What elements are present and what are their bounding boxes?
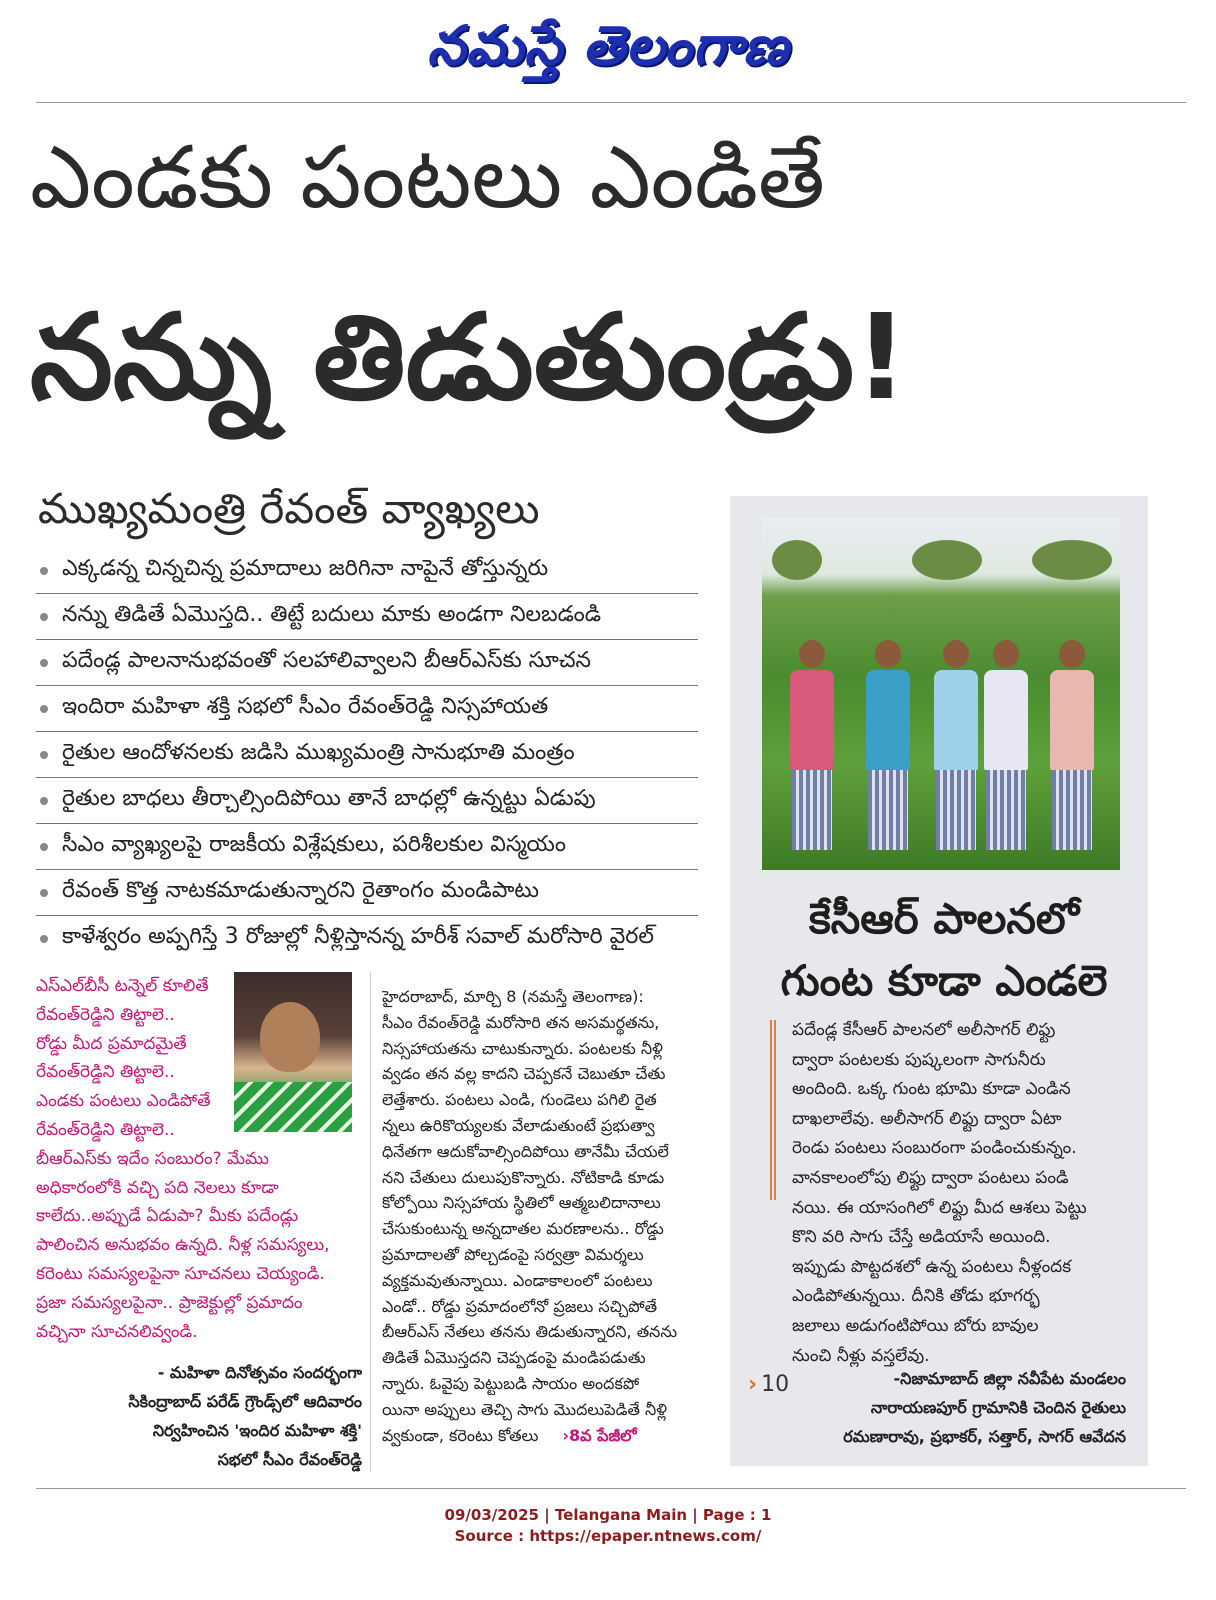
attribution-line: సికింద్రాబాద్ పరేడ్ గ్రౌండ్స్‌లో ఆదివారం [128, 1392, 362, 1412]
quote-line: ఎస్ఎల్‌బీసీ టన్నెల్ కూలితే [36, 976, 209, 996]
story-last-line: వ్వకుండా, కరెంటు కోతలు [382, 1425, 539, 1445]
bullet-item [36, 778, 698, 824]
page-reference-number: 10 [761, 1372, 790, 1397]
quote-attribution [36, 1358, 362, 1474]
quote-line: పాలించిన అనుభవం ఉన్నది. నీళ్ల సమస్యలు, [36, 1235, 330, 1256]
masthead [0, 8, 1216, 88]
quote-line: కరెంటు సమస్యలపైనా సూచనలు చెయ్యండి. [36, 1263, 325, 1284]
bullet-text: రైతుల బాధలు తీర్చాల్సిందిపోయి తానే బాధల్లో ఉన్నట్టు ఏడుపు [62, 785, 596, 811]
quote-text [36, 972, 362, 1346]
bullet-dot-icon [40, 705, 48, 713]
story-line: తిడితే ఏమొస్తదని చెప్పడంపై మండిపడుతు [382, 1348, 646, 1368]
top-divider [36, 102, 1186, 103]
bullet-item [36, 594, 698, 640]
sidebar-line: పదేండ్ల కేసీఆర్ పాలనలో అలీసాగర్ లిఫ్టు [792, 1020, 1056, 1040]
quote-line: అధికారంలోకి వచ్చి పది నెలలు కూడా [36, 1177, 279, 1198]
photo-farmer [984, 640, 1028, 850]
headline-line-1: ఎండకు పంటలు ఎండితే [30, 128, 825, 228]
sidebar-line: ఎండిపోతున్నయి. దీనికి తోడు భూగర్భ [792, 1286, 1040, 1307]
bullet-text: రేవంత్ కొత్త నాటకమాడుతున్నారని రైతాంగం మండిపాటు [62, 877, 539, 903]
bullet-item [36, 548, 698, 594]
bullet-item [36, 824, 698, 870]
sidebar-line: జలాలు అడుగంటిపోయి బోరు బావుల [792, 1315, 1039, 1336]
sidebar-line: అందింది. ఒక్క గుంట భూమి కూడా ఎండిన [792, 1079, 1071, 1100]
cm-quote-box [36, 972, 362, 1474]
story-line: యినా అప్పులు తెచ్చి సాగు మొదలుపెడితే నీళ్లి [382, 1399, 668, 1419]
sidebar-attribution [800, 1364, 1126, 1451]
bullet-text: ఎక్కడన్న చిన్నచిన్న ప్రమాదాలు జరిగినా నాపైనే తోస్తున్నరు [62, 555, 549, 581]
footer-source-link[interactable]: Source : https://epaper.ntnews.com/ [454, 1527, 762, 1545]
sidebar-headline-line: కేసీఆర్ పాలనలో [808, 894, 1080, 943]
sidebar-headline [754, 888, 1134, 1012]
sidebar-line: వానకాలంలోపు లిఫ్టు ద్వారా పంటలు పండి [792, 1167, 1069, 1188]
bullet-text: ఇందిరా మహిళా శక్తి సభలో సీఎం రేవంత్‌రెడ్డి నిస్సహాయత [62, 693, 549, 719]
sidebar-headline-line: గుంట కూడా ఎండలె [780, 956, 1108, 1005]
farmers-field-photo [762, 518, 1120, 870]
sidebar-line: దాఖలాలేవు. అలీసాగర్ లిఫ్టు ద్వారా ఏటా [792, 1108, 1062, 1129]
story-line: న్నలు ఉరికొయ్యలకు వేలాడుతుంటే ప్రభుత్వా [382, 1115, 655, 1135]
photo-tree [772, 540, 822, 580]
story-line [382, 1423, 698, 1449]
story-line: కోల్పోయి నిస్సహాయ స్థితిలో ఆత్మబలిదానాలు [382, 1193, 661, 1213]
photo-tree [1032, 540, 1112, 580]
quote-line: రేవంత్‌రెడ్డిని తిట్టాలె.. [36, 1004, 175, 1025]
bullet-text: నన్ను తిడితే ఏమొస్తది.. తిట్టే బదులు మాకు అండగా నిలబడండి [62, 601, 602, 627]
bullet-dot-icon [40, 659, 48, 667]
quote-line: రేవంత్‌రెడ్డిని తిట్టాలె.. [36, 1062, 175, 1083]
subheadline: ముఖ్యమంత్రి రేవంత్ వ్యాఖ్యలు [38, 484, 540, 533]
sidebar-line: రెండు పంటలు సంబురంగా పండించుకున్నం. [792, 1138, 1077, 1159]
story-line: బీఆర్ఎస్ నేతలు తనను తిడుతున్నారని, తనను [382, 1322, 678, 1342]
story-line: నిస్సహాయతను చాటుకున్నారు. పంటలకు నీళ్లి [382, 1038, 663, 1058]
attribution-line: - మహిళా దినోత్సవం సందర్భంగా [157, 1363, 362, 1383]
bottom-divider [36, 1488, 1186, 1489]
story-line: లెత్తేశారు. పంటలు ఎండి, గుండెలు పగిలి రైత [382, 1090, 657, 1110]
bullet-dot-icon [40, 935, 48, 943]
story-line: సీఎం రేవంత్‌రెడ్డి మరోసారి తన అసమర్థతను, [382, 1012, 660, 1032]
sidebar-line: నుంచి నీళ్లు వస్తలేవు. [792, 1345, 930, 1366]
bullet-text: కాళేశ్వరం అప్పగిస్తే 3 రోజుల్లో నీళ్లిస్తానన్న హరీశ్ సవాల్ మరోసారి వైరల్ [62, 924, 654, 949]
story-line: వ్వడం తన వల్ల కాదని చెప్పకనే చెబుతూ చేతు [382, 1064, 666, 1084]
headline-line-2: నన్ను తిడుతుండ్రు! [30, 288, 909, 426]
story-line: ప్రమాదాలతో పోల్చడంపై సర్వత్రా విమర్శలు [382, 1244, 644, 1264]
column-divider [370, 972, 371, 1472]
story-line: హైదరాబాద్, మార్చి 8 (నమస్తే తెలంగాణ): [382, 987, 644, 1006]
bullet-text: పదేండ్ల పాలనానుభవంతో సలహాలివ్వాలని బీఆర్ఎస్‌కు సూచన [62, 647, 591, 673]
bullet-item [36, 870, 698, 916]
masthead-logo: నమస్తే తెలంగాణ [427, 14, 789, 77]
attribution-line: నారాయణపూర్ గ్రామానికి చెందిన రైతులు [870, 1398, 1126, 1417]
photo-farmer [790, 640, 834, 850]
bullet-list [36, 548, 698, 962]
story-line: ఎండో.. రోడ్డు ప్రమాదంలోనో ప్రజలు సచ్చిపోతే [382, 1296, 658, 1316]
bullet-text: సీఎం వ్యాఖ్యలపై రాజకీయ విశ్లేషకులు, పరిశీలకుల విస్మయం [62, 831, 567, 857]
continued-on-page-link[interactable]: ›8వ పేజీలో [562, 1425, 637, 1445]
bullet-item [36, 916, 698, 962]
quote-line: బీఆర్ఎస్‌కు ఇదేం సంబురం? మేము [36, 1148, 269, 1169]
page-footer [0, 1505, 1216, 1547]
continued-on-page-label: 8వ పేజీలో [569, 1425, 637, 1445]
quote-line: రేవంత్‌రెడ్డిని తిట్టాలె.. [36, 1119, 175, 1140]
sidebar-body [792, 1016, 1122, 1371]
sidebar-line: కొని వరి సాగు చేస్తే అడియాసే అయింది. [792, 1227, 1051, 1248]
bullet-item [36, 686, 698, 732]
footer-edition-info: 09/03/2025 | Telangana Main | Page : 1 [444, 1506, 772, 1524]
attribution-line: నిర్వహించిన 'ఇందిర మహిళా శక్తి' [152, 1421, 362, 1441]
attribution-line: -నిజామాబాద్ జిల్లా నవీపేట మండలం [893, 1369, 1126, 1388]
photo-farmer [934, 640, 978, 850]
bullet-item [36, 732, 698, 778]
quote-line: ఎండకు పంటలు ఎండిపోతే [36, 1091, 211, 1112]
quote-line: ప్రజా సమస్యలపైనా.. ప్రాజెక్టుల్లో ప్రమాదం [36, 1292, 303, 1313]
page-reference-link[interactable] [748, 1372, 789, 1397]
story-line: చేసుకుంటున్న అన్నదాతల మరణాలను.. రోడ్డు [382, 1219, 664, 1239]
bullet-item [36, 640, 698, 686]
sidebar-accent-rule [770, 1020, 776, 1200]
story-line: వ్యక్తమవుతున్నాయి. ఎండాకాలంలో పంటలు [382, 1270, 653, 1290]
quote-line: వచ్చినా సూచనలివ్వండి. [36, 1321, 198, 1342]
bullet-text: రైతుల ఆందోళనలకు జడిసి ముఖ్యమంత్రి సానుభూతి మంత్రం [62, 739, 575, 765]
photo-farmer [866, 640, 910, 850]
main-story [382, 984, 698, 1448]
chevron-right-icon: › [748, 1372, 758, 1397]
bullet-dot-icon [40, 751, 48, 759]
photo-tree [912, 540, 982, 580]
sidebar-story [730, 496, 1148, 1466]
attribution-line: సభలో సీఎం రేవంత్‌రెడ్డి [217, 1450, 362, 1470]
attribution-line: రమణారావు, ప్రభాకర్, సత్తార్, సాగర్ ఆవేదన [843, 1427, 1126, 1446]
bullet-dot-icon [40, 613, 48, 621]
bullet-dot-icon [40, 843, 48, 851]
story-line: ధినేతగా ఆదుకోవాల్సిందిపోయి తానేమీ చేయలే [382, 1141, 669, 1161]
quote-line: రోడ్డు మీద ప్రమాదమైతే [36, 1033, 187, 1054]
photo-farmer [1050, 640, 1094, 850]
bullet-dot-icon [40, 797, 48, 805]
sidebar-line: ద్వారా పంటలకు పుష్కలంగా సాగునీరు [792, 1049, 1046, 1070]
story-line: న్నారు. ఓవైపు పెట్టుబడి సాయం అందకపో [382, 1373, 640, 1393]
quote-line: కాలేదు..అప్పుడే ఏడుపా? మీకు పదేండ్లు [36, 1206, 299, 1227]
bullet-dot-icon [40, 889, 48, 897]
sidebar-line: నయి. ఈ యాసంగిలో లిఫ్టు మీద ఆశలు పెట్టు [792, 1197, 1087, 1218]
sidebar-line: ఇప్పుడు పొట్టదశలో ఉన్న పంటలు నీళ్లందక [792, 1256, 1072, 1277]
story-line: నని చేతులు దులుపుకొన్నారు. నోటికాడి కూడు [382, 1167, 665, 1187]
bullet-dot-icon [40, 567, 48, 575]
